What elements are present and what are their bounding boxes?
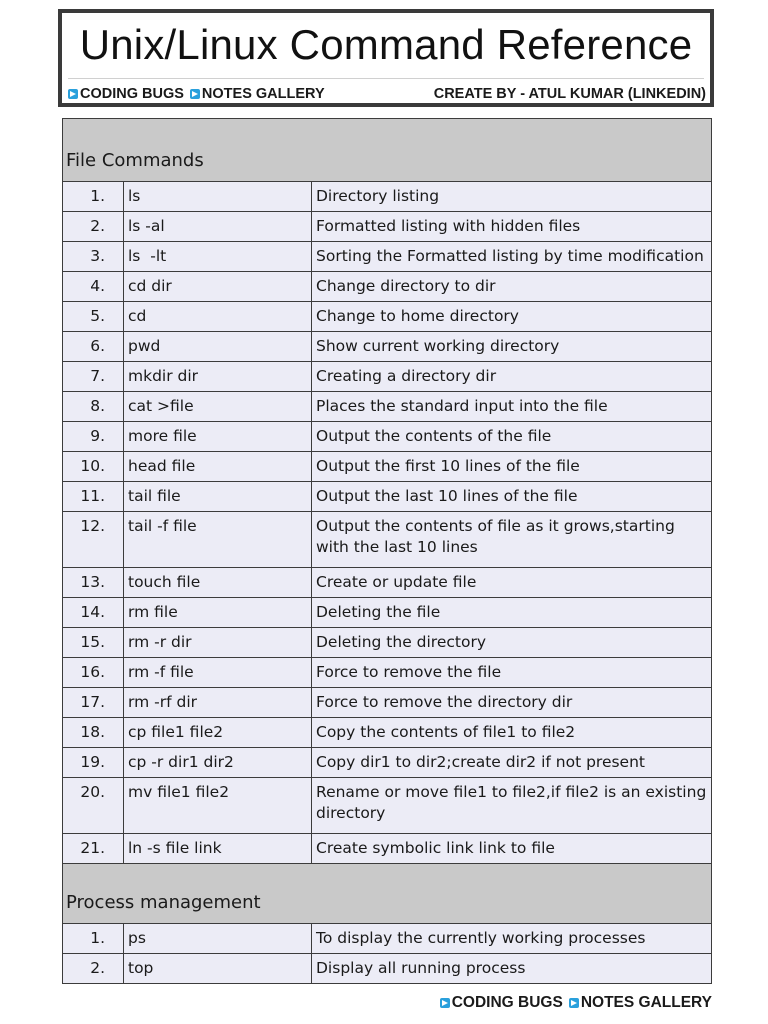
table-row <box>63 628 712 658</box>
description-cell: Creating a directory dir <box>312 362 712 392</box>
table-row <box>63 748 712 778</box>
table-row <box>63 362 712 392</box>
table-row <box>63 512 712 568</box>
row-number: 7. <box>63 362 124 392</box>
command-cell: ps <box>124 924 312 954</box>
row-number: 1. <box>63 182 124 212</box>
table-row <box>63 452 712 482</box>
table-row <box>63 272 712 302</box>
document-title: Unix/Linux Command Reference <box>79 21 693 68</box>
table-row <box>63 778 712 834</box>
row-number: 6. <box>63 332 124 362</box>
command-cell: pwd <box>124 332 312 362</box>
command-cell: ls -al <box>124 212 312 242</box>
header-divider <box>68 78 704 79</box>
description-cell: Directory listing <box>312 182 712 212</box>
row-number: 1. <box>63 924 124 954</box>
description-cell: Rename or move file1 to file2,if file2 is an existing directory <box>312 778 712 834</box>
section-header <box>63 119 712 182</box>
row-number: 5. <box>63 302 124 332</box>
row-number: 16. <box>63 658 124 688</box>
footer-brand <box>440 994 712 1012</box>
description-cell: Force to remove the file <box>312 658 712 688</box>
description-cell: Change to home directory <box>312 302 712 332</box>
row-number: 11. <box>63 482 124 512</box>
row-number: 13. <box>63 568 124 598</box>
command-cell: mkdir dir <box>124 362 312 392</box>
description-cell: Places the standard input into the file <box>312 392 712 422</box>
table-row <box>63 718 712 748</box>
brand-coding-bugs: CODING BUGS <box>80 86 184 102</box>
row-number: 10. <box>63 452 124 482</box>
description-cell: Formatted listing with hidden files <box>312 212 712 242</box>
document-header <box>58 9 714 107</box>
footer-coding-bugs: CODING BUGS <box>451 994 563 1011</box>
telegram-icon <box>190 89 200 99</box>
description-cell: Copy the contents of file1 to file2 <box>312 718 712 748</box>
table-row <box>63 482 712 512</box>
row-number: 3. <box>63 242 124 272</box>
command-cell: ls <box>124 182 312 212</box>
row-number: 20. <box>63 778 124 834</box>
row-number: 18. <box>63 718 124 748</box>
description-cell: Copy dir1 to dir2;create dir2 if not present <box>312 748 712 778</box>
section-title: Process management <box>63 864 712 924</box>
row-number: 2. <box>63 954 124 984</box>
table-row <box>63 598 712 628</box>
row-number: 21. <box>63 834 124 864</box>
description-cell: Deleting the directory <box>312 628 712 658</box>
description-cell: Sorting the Formatted listing by time modification <box>312 242 712 272</box>
command-cell: cd dir <box>124 272 312 302</box>
command-cell: top <box>124 954 312 984</box>
table-row <box>63 658 712 688</box>
table-row <box>63 954 712 984</box>
description-cell: Change directory to dir <box>312 272 712 302</box>
command-cell: tail file <box>124 482 312 512</box>
description-cell: Create or update file <box>312 568 712 598</box>
table-row <box>63 302 712 332</box>
table-row <box>63 182 712 212</box>
description-cell: To display the currently working processes <box>312 924 712 954</box>
table-row <box>63 212 712 242</box>
row-number: 17. <box>63 688 124 718</box>
command-reference-table <box>62 118 712 984</box>
row-number: 14. <box>63 598 124 628</box>
command-cell: more file <box>124 422 312 452</box>
section-header <box>63 864 712 924</box>
command-cell: cat >file <box>124 392 312 422</box>
telegram-icon <box>440 998 450 1008</box>
description-cell: Display all running process <box>312 954 712 984</box>
author-credit: CREATE BY - ATUL KUMAR (LINKEDIN) <box>433 86 706 102</box>
table-row <box>63 392 712 422</box>
section-title: File Commands <box>63 119 712 182</box>
command-cell: rm -rf dir <box>124 688 312 718</box>
command-cell: cp file1 file2 <box>124 718 312 748</box>
description-cell: Deleting the file <box>312 598 712 628</box>
row-number: 12. <box>63 512 124 568</box>
table-row <box>63 924 712 954</box>
telegram-icon <box>569 998 579 1008</box>
command-cell: cp -r dir1 dir2 <box>124 748 312 778</box>
row-number: 9. <box>63 422 124 452</box>
command-cell: ln -s file link <box>124 834 312 864</box>
command-cell: rm -r dir <box>124 628 312 658</box>
table-row <box>63 834 712 864</box>
command-cell: mv file1 file2 <box>124 778 312 834</box>
row-number: 15. <box>63 628 124 658</box>
command-cell: cd <box>124 302 312 332</box>
row-number: 19. <box>63 748 124 778</box>
table-row <box>63 688 712 718</box>
row-number: 8. <box>63 392 124 422</box>
table-row <box>63 242 712 272</box>
command-cell: head file <box>124 452 312 482</box>
command-cell: tail -f file <box>124 512 312 568</box>
description-cell: Output the contents of the file <box>312 422 712 452</box>
brand-notes-gallery: NOTES GALLERY <box>201 86 325 102</box>
footer-notes-gallery: NOTES GALLERY <box>580 994 712 1011</box>
description-cell: Force to remove the directory dir <box>312 688 712 718</box>
description-cell: Output the first 10 lines of the file <box>312 452 712 482</box>
command-cell: rm file <box>124 598 312 628</box>
command-cell: touch file <box>124 568 312 598</box>
description-cell: Create symbolic link link to file <box>312 834 712 864</box>
description-cell: Show current working directory <box>312 332 712 362</box>
description-cell: Output the last 10 lines of the file <box>312 482 712 512</box>
row-number: 4. <box>63 272 124 302</box>
table-row <box>63 568 712 598</box>
table-row <box>63 422 712 452</box>
brand-row <box>68 85 706 103</box>
brand-group <box>68 86 325 102</box>
telegram-icon <box>68 89 78 99</box>
table-row <box>63 332 712 362</box>
description-cell: Output the contents of file as it grows,starting with the last 10 lines <box>312 512 712 568</box>
row-number: 2. <box>63 212 124 242</box>
command-cell: rm -f file <box>124 658 312 688</box>
command-cell: ls -lt <box>124 242 312 272</box>
